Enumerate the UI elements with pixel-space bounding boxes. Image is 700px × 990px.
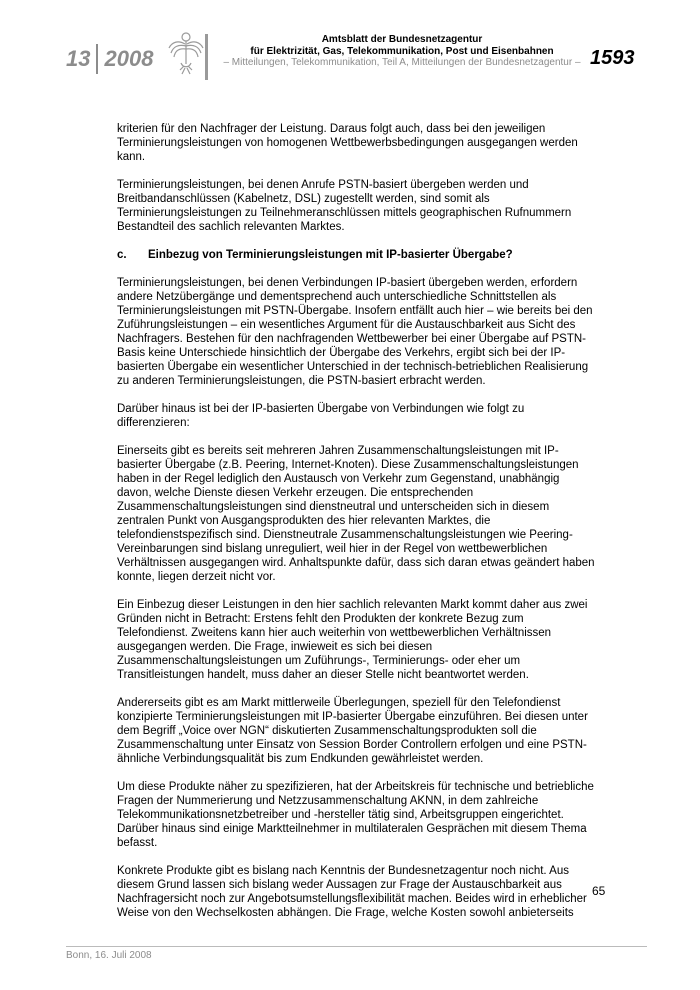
issue-year: 2008	[104, 46, 154, 71]
section-heading-letter: c.	[117, 249, 127, 261]
journal-title	[210, 34, 594, 58]
paragraph: Terminierungsleistungen, bei denen Verbindungen IP-basiert übergeben werden, erfordern andere Netzübergänge und dementsprechend auch unterschiedliche Schnittstellen als Terminierungsleistungen mit PSTN-Übergabe. Insofern entfällt auch hier – wie bereits bei den Zuführungsleistungen – ein wesentliches Argument für die Austauschbarkeit aus Sicht des Nachfragers. Bestehen für den nachfragenden Wettbewerber bei einer Übergabe auf PSTN-Basis keine Unterschiede hinsichtlich der Übergabe des Verkehrs, ergibt sich bei der IP-basierten Übergabe ein wesentlicher Unterschied in der technisch-betrieblichen Realisierung zu anderen Terminierungsleistungen, die PSTN-basiert erbracht werden.	[117, 277, 593, 387]
footer-divider	[66, 946, 647, 947]
issue-separator	[96, 44, 98, 74]
original-page-number: 65	[592, 884, 606, 898]
paragraph: Andererseits gibt es am Markt mittlerweile Überlegungen, speziell für den Telefondienst konzipierte Terminierungsleistungen mit IP-basierter Übergabe einzuführen. Bei diesen unter dem Begriff „Voice over NGN“ diskutierten Zusammenschaltungsprodukten soll die Zusammenschaltung unter Einsatz von Session Border Controllern erfolgen und eine PSTN-ähnliche Verbindungsqualität bis zum Endkunden gewährleistet werden.	[117, 697, 588, 765]
document-body	[117, 122, 595, 934]
paragraph: Ein Einbezug dieser Leistungen in den hier sachlich relevanten Markt kommt daher aus zwei Gründen nicht in Betracht: Erstens fehlt den Produkten der konkrete Bezug zum Telefondienst. Zweitens kann hier auch weiterhin von wettbewerblichen Verhältnissen ausgegangen werden. Die Frage, inwieweit es sich bei diesen Zusammenschaltungsleistungen um Zuführungs-, Terminierungs- oder eher um Transitleistungen handelt, muss daher an dieser Stelle nicht beantwortet werden.	[117, 599, 588, 681]
section-heading	[117, 248, 595, 262]
paragraph: Um diese Produkte näher zu spezifizieren, hat der Arbeitskreis für technische und betriebliche Fragen der Nummerierung und Netzzusammenschaltung AKNN, in dem zahlreiche Telekommunikationsnetzbetreiber und -hersteller tätig sind, Arbeitsgruppen eingerichtet. Darüber hinaus sind einige Marktteilnehmer in multilateralen Gesprächen mit diesem Thema befasst.	[117, 781, 594, 849]
header-divider	[205, 34, 208, 80]
paragraph: Konkrete Produkte gibt es bislang nach Kenntnis der Bundesnetzagentur noch nicht. Aus diesem Grund lassen sich bislang weder Aussagen zur Frage der Austauschbarkeit aus Nachfragersicht noch zur Angebotsumstellungsflexibilität machen. Beides wird in erheblicher Weise von den Wechselkosten abhängen. Die Frage, welche Kosten sowohl anbieterseits	[117, 865, 587, 919]
issue-label	[66, 44, 153, 74]
footer-place-date: Bonn, 16. Juli 2008	[66, 950, 152, 961]
paragraph: kriterien für den Nachfrager der Leistung. Daraus folgt auch, dass bei den jeweiligen Terminierungsleistungen von homogenen Wettbewerbsbedingungen ausgegangen werden kann.	[117, 123, 578, 163]
journal-title-line2: für Elektrizität, Gas, Telekommunikation, Post und Eisenbahnen	[250, 46, 554, 57]
journal-title-line1: Amtsblatt der Bundesnetzagentur	[321, 34, 483, 45]
issue-number: 13	[66, 46, 91, 71]
paragraph: Darüber hinaus ist bei der IP-basierten Übergabe von Verbindungen wie folgt zu differenzieren:	[117, 403, 525, 429]
journal-subtitle: – Mitteilungen, Telekommunikation, Teil A, Mitteilungen der Bundesnetzagentur –	[223, 57, 581, 68]
page-number: 1593	[590, 47, 635, 69]
paragraph: Einerseits gibt es bereits seit mehreren Jahren Zusammenschaltungsleistungen mit IP-basierter Übergabe (z.B. Peering, Internet-Knoten). Diese Zusammenschaltungsleistungen haben in der Regel lediglich den Austausch von Verkehr zum Gegenstand, unabhängig davon, welche Dienste diesen Verkehr erzeugen. Die entsprechenden Zusammenschaltungsleistungen sind dienstneutral und unterscheiden sich in diesem zentralen Punkt von Ausgangsprodukten des hier relevanten Marktes, die telefondienstspezifisch sind. Dienstneutrale Zusammenschaltungsleistungen wie Peering-Vereinbarungen sind bislang unreguliert, weil hier in der Regel von wettbewerblichen Verhältnissen ausgegangen wird. Anhaltspunkte dafür, dass sich daran etwas geändert haben konnte, liegen derzeit nicht vor.	[117, 445, 595, 583]
paragraph: Terminierungsleistungen, bei denen Anrufe PSTN-basiert übergeben werden und Breitbandanschlüssen (Kabelnetz, DSL) zugestellt werden, sind somit als Terminierungsleistungen zu Teilnehmeranschlüssen mittels geographischen Rufnummern Bestandteil des sachlich relevanten Marktes.	[117, 179, 572, 233]
federal-eagle-icon	[168, 28, 204, 78]
section-heading-text: Einbezug von Terminierungsleistungen mit IP-basierter Übergabe?	[148, 249, 513, 261]
